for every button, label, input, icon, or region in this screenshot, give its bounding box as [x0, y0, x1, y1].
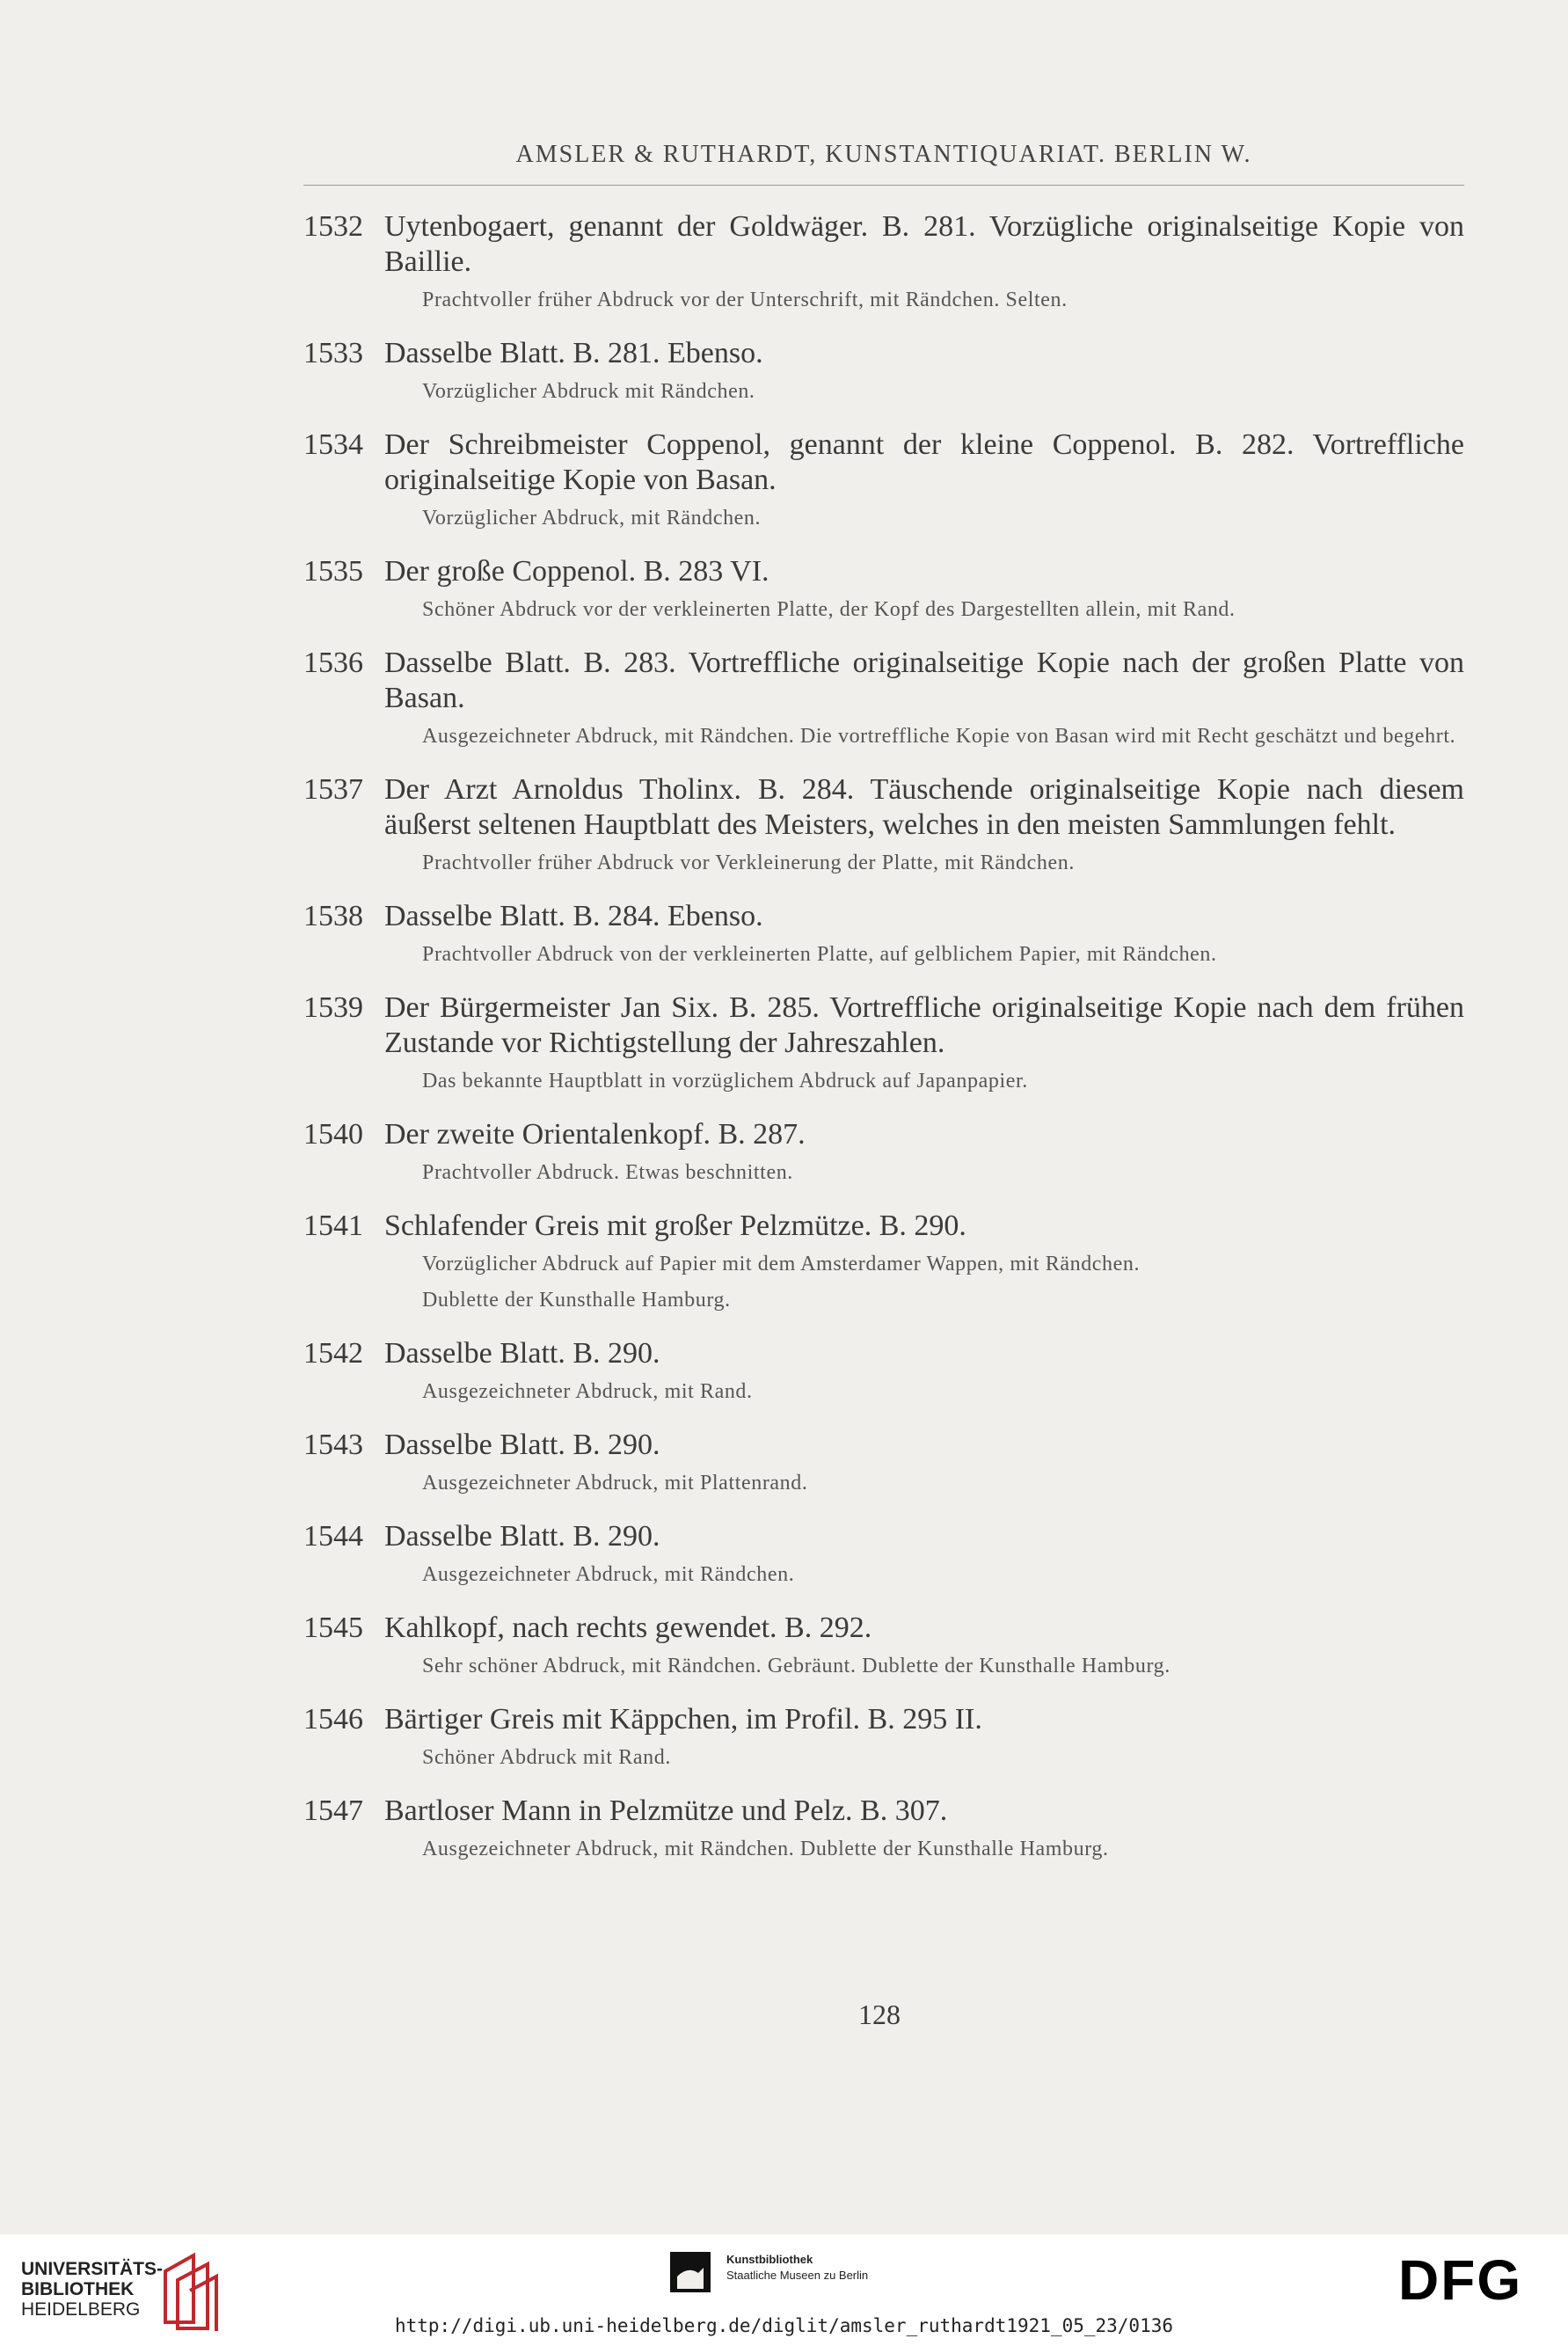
lot-condition-note: Ausgezeichneter Abdruck, mit Rand.	[422, 1380, 753, 1403]
lot-condition-note: Sehr schöner Abdruck, mit Rändchen. Gebräunt. Dublette der Kunsthalle Hamburg.	[422, 1655, 1171, 1677]
catalog-entry	[303, 1209, 1464, 1316]
catalog-entry	[303, 1117, 1464, 1188]
lot-number: 1547	[303, 1794, 363, 1827]
ub-line-1: UNIVERSITÄTS-	[21, 2259, 164, 2279]
lot-title: Dasselbe Blatt. B. 290.	[384, 1337, 660, 1370]
ub-line-2: BIBLIOTHEK	[21, 2279, 135, 2299]
lot-title: Dasselbe Blatt. B. 281. Ebenso.	[384, 337, 763, 369]
lot-title: Der Arzt Arnoldus Tholinx. B. 284. Täuschende originalseitige Kopie nach diesem äußerst seltenen Hauptblatt des Meisters, welches in den meisten Sammlungen fehlt.	[384, 773, 1464, 841]
lot-condition-note: Dublette der Kunsthalle Hamburg.	[422, 1289, 731, 1312]
lot-number: 1545	[303, 1612, 363, 1644]
lot-condition-note: Prachtvoller Abdruck. Etwas beschnitten.	[422, 1161, 793, 1184]
catalog-entry	[303, 1428, 1464, 1499]
header-rule	[303, 185, 1464, 186]
catalog-entry	[303, 1702, 1464, 1773]
catalog-entry	[303, 646, 1464, 752]
permalink-url[interactable]: http://digi.ub.uni-heidelberg.de/diglit/amsler_ruthardt1921_05_23/0136	[394, 2315, 1173, 2336]
lot-title: Bärtiger Greis mit Käppchen, im Profil. B. 295 II.	[384, 1703, 982, 1736]
lot-number: 1543	[303, 1429, 363, 1461]
lot-title: Der große Coppenol. B. 283 VI.	[384, 555, 769, 588]
lot-condition-note: Ausgezeichneter Abdruck, mit Rändchen.	[422, 1563, 795, 1586]
lot-number: 1544	[303, 1520, 363, 1553]
lot-condition-note: Prachtvoller früher Abdruck vor Verkleinerung der Platte, mit Rändchen.	[422, 851, 1075, 874]
lot-condition-note: Ausgezeichneter Abdruck, mit Plattenrand.	[422, 1472, 808, 1495]
lot-title: Der Bürgermeister Jan Six. B. 285. Vortreffliche originalseitige Kopie nach dem frühen Zustande vor Richtigstellung der Jahreszahlen.	[384, 991, 1464, 1059]
catalog-entry	[303, 554, 1464, 625]
lot-title: Dasselbe Blatt. B. 290.	[384, 1429, 660, 1461]
lot-number: 1535	[303, 555, 363, 588]
kunstbibliothek-wordmark[interactable]	[726, 2252, 868, 2284]
lot-number: 1534	[303, 428, 363, 461]
lot-condition-note: Ausgezeichneter Abdruck, mit Rändchen. Die vortreffliche Kopie von Basan wird mit Recht geschätzt und begehrt.	[422, 725, 1456, 748]
lot-condition-note: Schöner Abdruck mit Rand.	[422, 1746, 671, 1769]
lot-number: 1533	[303, 337, 363, 369]
lot-title: Kahlkopf, nach rechts gewendet. B. 292.	[384, 1612, 872, 1644]
lot-condition-note: Ausgezeichneter Abdruck, mit Rändchen. Dublette der Kunsthalle Hamburg.	[422, 1838, 1109, 1860]
running-header: AMSLER & RUTHARDT, KUNSTANTIQUARIAT. BERLIN W.	[515, 141, 1252, 168]
catalog-entries	[303, 209, 1464, 1885]
catalog-entry	[303, 1519, 1464, 1590]
lot-title: Der Schreibmeister Coppenol, genannt der kleine Coppenol. B. 282. Vortreffliche originalseitige Kopie von Basan.	[384, 428, 1464, 496]
ub-line-3: HEIDELBERG	[21, 2299, 141, 2320]
lot-title: Bartloser Mann in Pelzmütze und Pelz. B. 307.	[384, 1794, 948, 1827]
lot-condition-note: Prachtvoller Abdruck von der verkleinerten Platte, auf gelblichem Papier, mit Rändchen.	[422, 943, 1217, 966]
ub-heidelberg-wordmark[interactable]	[21, 2259, 163, 2320]
catalog-entry	[303, 772, 1464, 879]
lot-condition-note: Das bekannte Hauptblatt in vorzüglichem Abdruck auf Japanpapier.	[422, 1070, 1028, 1093]
lot-number: 1536	[303, 647, 363, 679]
page-number: 128	[858, 1999, 901, 2030]
lot-condition-note: Vorzüglicher Abdruck mit Rändchen.	[422, 380, 755, 403]
lot-title: Dasselbe Blatt. B. 290.	[384, 1520, 660, 1553]
lot-number: 1532	[303, 210, 363, 243]
kb-line-1: Kunstbibliothek	[726, 2253, 813, 2266]
catalog-entry	[303, 1611, 1464, 1682]
lot-title: Schlafender Greis mit großer Pelzmütze. B. 290.	[384, 1210, 966, 1242]
lot-condition-note: Vorzüglicher Abdruck, mit Rändchen.	[422, 507, 762, 530]
lot-title: Dasselbe Blatt. B. 283. Vortreffliche originalseitige Kopie nach der großen Platte von Basan.	[384, 647, 1464, 714]
lot-number: 1541	[303, 1210, 363, 1242]
dfg-logo[interactable]: DFG	[1398, 2248, 1523, 2312]
kunstbibliothek-logo-icon[interactable]	[668, 2250, 712, 2294]
catalog-entry	[303, 336, 1464, 407]
lot-number: 1542	[303, 1337, 363, 1370]
lot-title: Der zweite Orientalenkopf. B. 287.	[384, 1118, 806, 1151]
lot-condition-note: Vorzüglicher Abdruck auf Papier mit dem Amsterdamer Wappen, mit Rändchen.	[422, 1253, 1141, 1275]
lot-title: Uytenbogaert, genannt der Goldwäger. B. 281. Vorzügliche originalseitige Kopie von Baillie.	[384, 210, 1464, 278]
lot-number: 1540	[303, 1118, 363, 1151]
catalog-entry	[303, 990, 1464, 1097]
catalog-entry	[303, 899, 1464, 970]
lot-number: 1539	[303, 991, 363, 1024]
lot-condition-note: Schöner Abdruck vor der verkleinerten Platte, der Kopf des Dargestellten allein, mit Rand.	[422, 598, 1236, 621]
catalog-entry	[303, 209, 1464, 316]
kb-line-2: Staatliche Museen zu Berlin	[726, 2269, 869, 2282]
lot-number: 1546	[303, 1703, 363, 1736]
catalog-entry	[303, 1336, 1464, 1407]
catalog-entry	[303, 1794, 1464, 1865]
lot-number: 1537	[303, 773, 363, 806]
lot-title: Dasselbe Blatt. B. 284. Ebenso.	[384, 900, 763, 932]
catalog-entry	[303, 428, 1464, 534]
lot-number: 1538	[303, 900, 363, 932]
lot-condition-note: Prachtvoller früher Abdruck vor der Unterschrift, mit Rändchen. Selten.	[422, 289, 1068, 311]
